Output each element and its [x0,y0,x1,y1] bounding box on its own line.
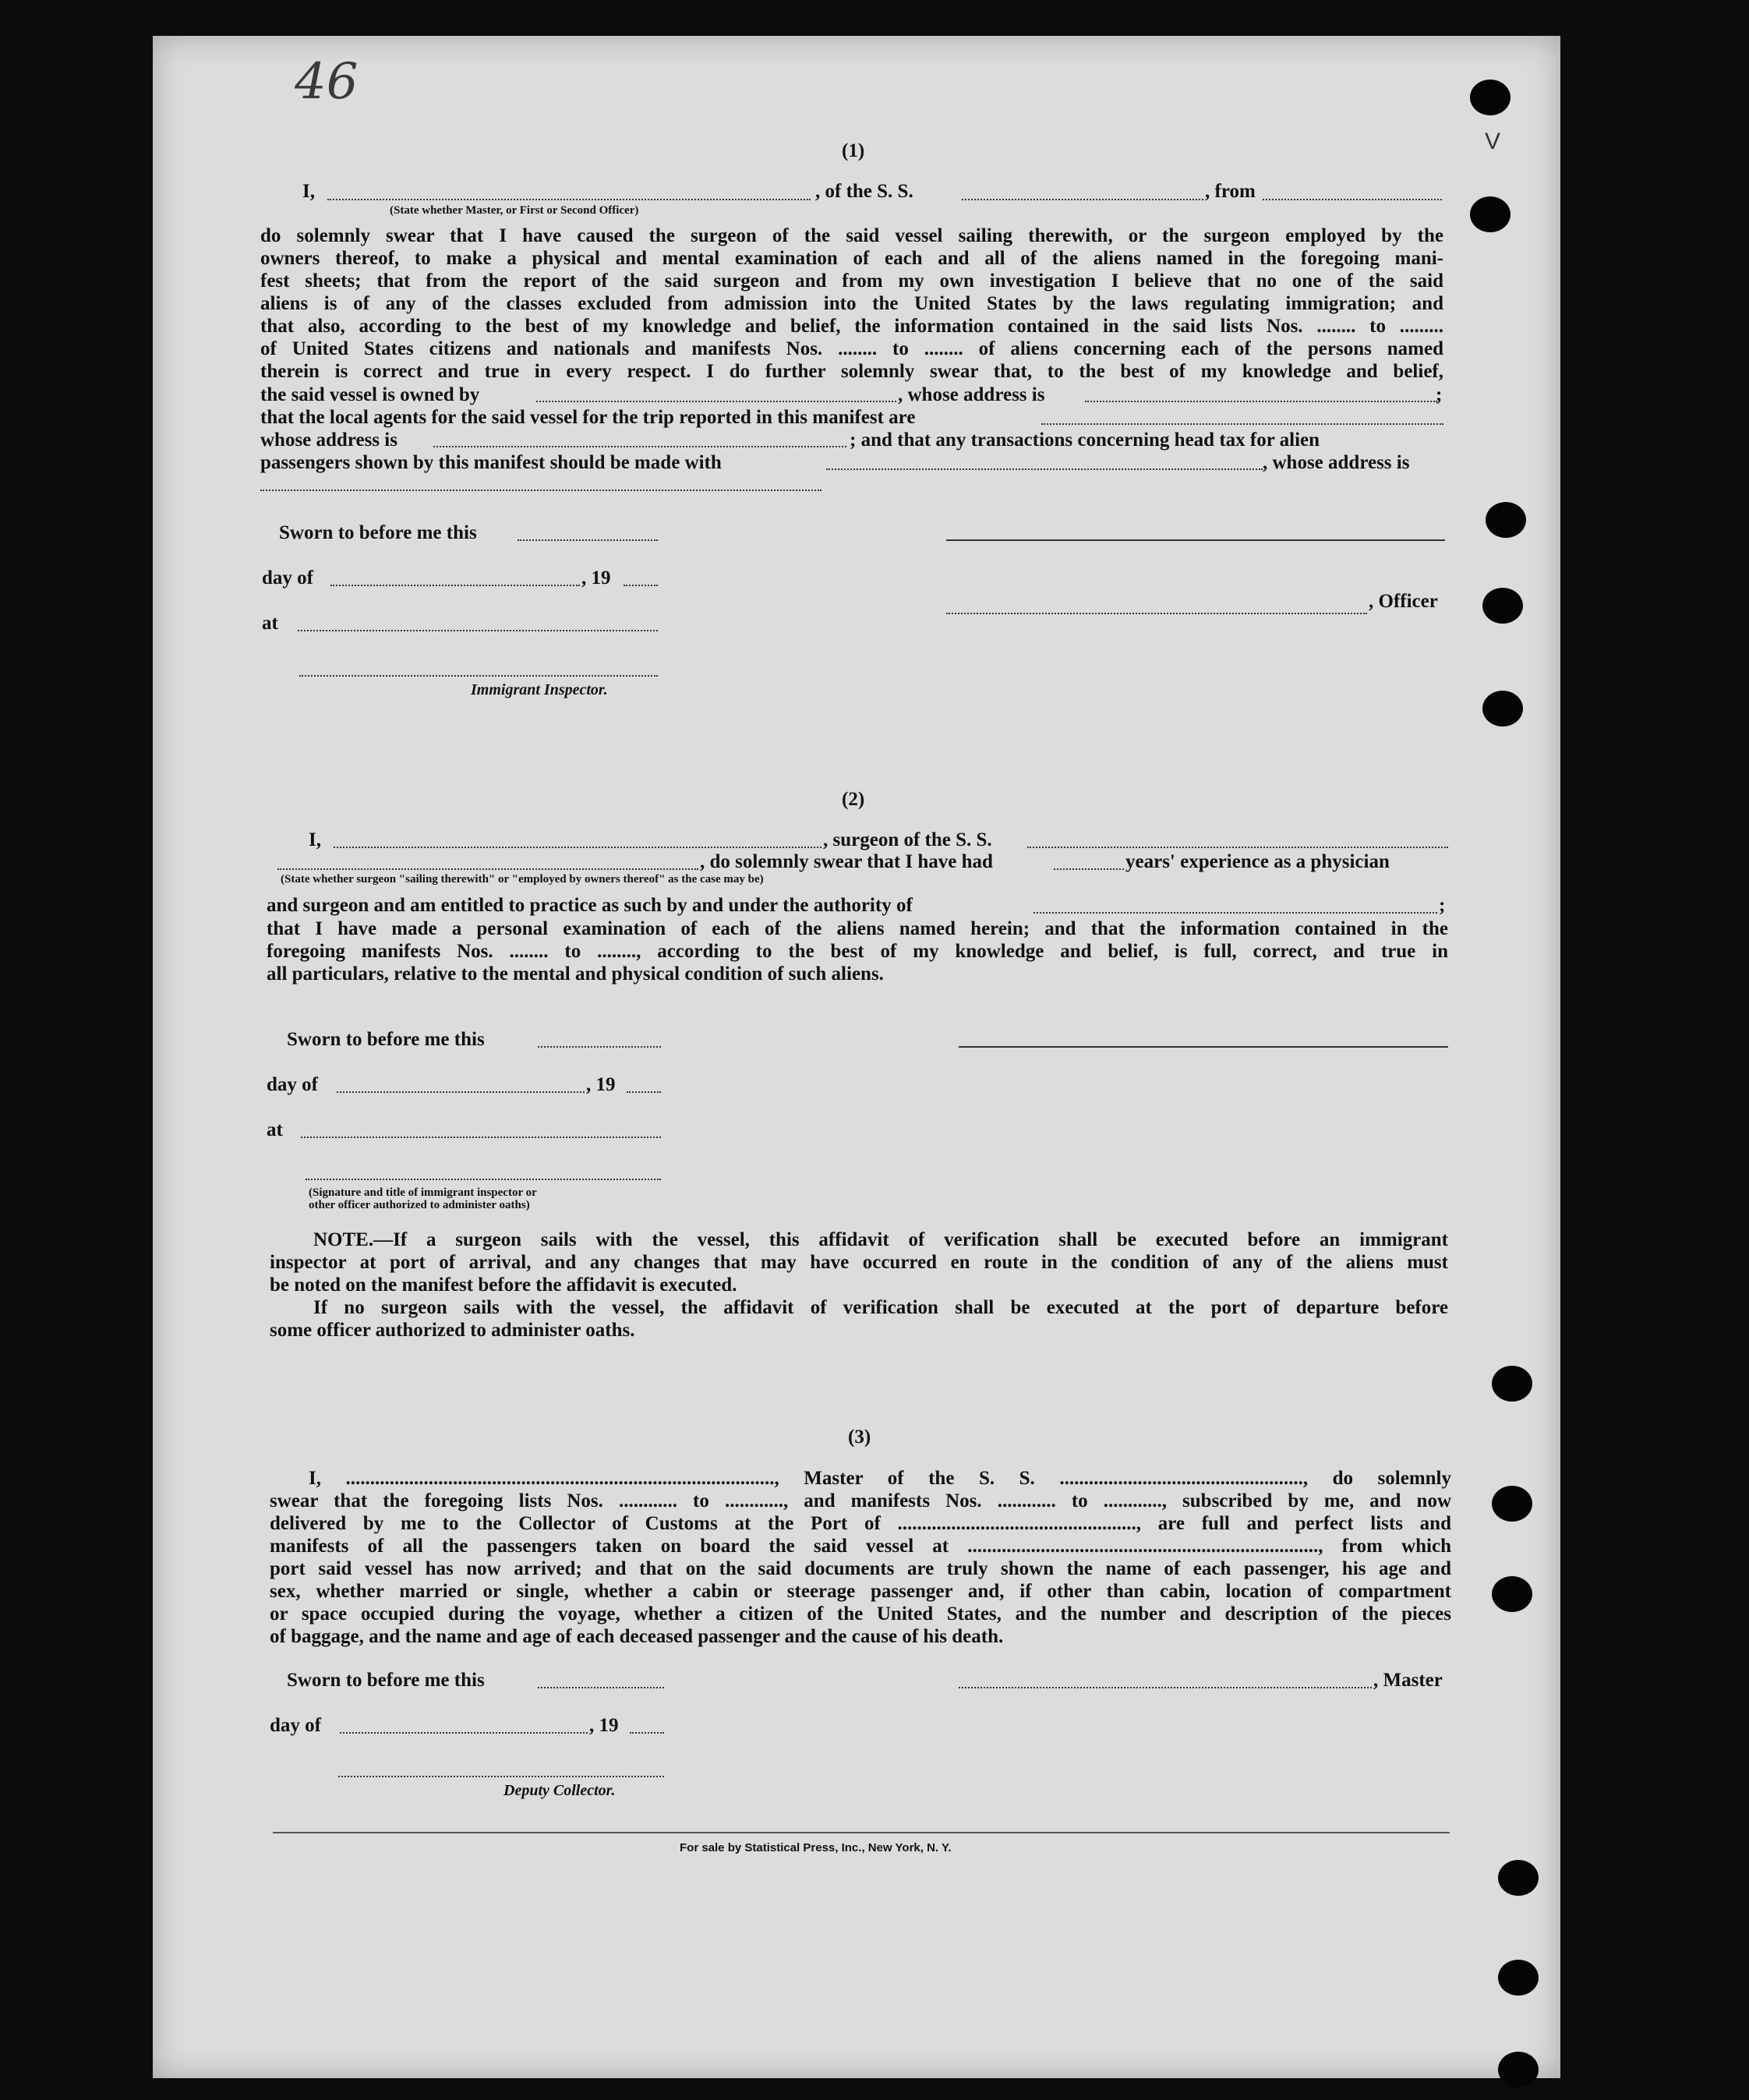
s2-years-field[interactable] [1054,868,1124,870]
s1-para-line: that also, according to the best of my knowledge and belief, the information contained in the said lists Nos. ........ to ......... [260,316,1443,337]
s1-at-field[interactable] [298,630,658,631]
s3-year-label: , 19 [589,1715,619,1736]
s2-caption: (State whether surgeon "sailing therewith" or "employed by owners thereof" as the case may be) [281,873,764,886]
s2-day-label: day of [267,1074,318,1095]
s2-note-line: some officer authorized to administer oaths. [270,1320,635,1341]
s1-para-line: aliens is of any of the classes excluded from admission into the United States by the laws regulating immigration; and [260,293,1443,314]
punch-hole [1486,502,1526,538]
s1-year-label: , 19 [581,567,611,589]
s2-at-label: at [267,1119,283,1140]
punch-hole [1482,588,1523,624]
s2-inspector-signature[interactable] [306,1179,661,1180]
s1-officer-field[interactable] [946,613,1367,614]
s2-note [270,1229,1448,1342]
s2-note-line: NOTE.—If a surgeon sails with the vessel, this affidavit of verification shall be executed before an immigrant [313,1229,1448,1250]
s2-note-line: inspector at port of arrival, and any changes that may have occurred en route in the condition of any of the aliens must [270,1252,1448,1273]
s1-head-tax-label: ; and that any transactions concerning head tax for alien [850,430,1320,451]
s3-day-label: day of [270,1715,321,1736]
s1-officer-label: , Officer [1369,591,1438,612]
s1-para-line: of United States citizens and nationals and manifests Nos. ........ to ........ of aliens concerning each of the persons named [260,338,1443,359]
s1-from-field[interactable] [1263,199,1442,200]
s1-sworn-label: Sworn to before me this [279,522,477,543]
s3-para-line: or space occupied during the voyage, whether a citizen of the United States, and the number and description of the pieces [270,1603,1451,1624]
s3-sworn-field[interactable] [538,1687,664,1688]
s1-owner-address-field[interactable] [1085,401,1437,402]
footer-printer: For sale by Statistical Press, Inc., New York, N. Y. [680,1841,952,1854]
s1-signature-line[interactable] [946,539,1445,541]
s2-line2-label-years: years' experience as a physician [1125,851,1390,872]
s3-para-line: manifests of all the passengers taken on board the said vessel at ........................................................................, from which [270,1536,1451,1557]
s1-passengers-label: passengers shown by this manifest should be made with [260,452,722,473]
punch-hole [1492,1366,1532,1402]
s1-para-line: owners thereof, to make a physical and mental examination of each and all of the aliens named in the foregoing mani- [260,248,1443,269]
s2-sig-caption-2: other officer authorized to administer oaths) [309,1199,530,1211]
s1-para-line: do solemnly swear that I have caused the surgeon of the said vessel sailing therewith, or the surgeon employed by the [260,225,1443,246]
section-2-number: (2) [842,789,865,810]
s1-owner-field[interactable] [536,401,896,402]
footer-rule [273,1832,1450,1833]
s2-authority-label: and surgeon and am entitled to practice as such by and under the authority of [267,895,913,916]
s3-para-line: swear that the foregoing lists Nos. ............ to ............, and manifests Nos. ............ to ............, subscribed by me, and now [270,1490,1451,1511]
section-1-number: (1) [842,140,865,161]
s1-at-label: at [262,613,278,634]
s1-line1-label-ss: , of the S. S. [815,181,913,202]
punch-hole [1498,1960,1539,1996]
s1-para-line: fest sheets; that from the report of the said surgeon and from my own investigation I believe that no one of the said [260,270,1443,292]
s1-agent-address-label: whose address is [260,430,398,451]
s3-para-line: sex, whether married or single, whether a cabin or steerage passenger and, if other than cabin, location of compartment [270,1581,1451,1602]
s2-line2-label: , do solemnly swear that I have had [700,851,993,872]
s2-para-line: foregoing manifests Nos. ........ to ........, according to the best of my knowledge and belief, is full, correct, and true in [267,941,1448,962]
punch-hole [1482,691,1523,727]
s2-note-line: If no surgeon sails with the vessel, the affidavit of verification shall be executed at the port of departure before [313,1297,1448,1318]
s2-para-line: all particulars, relative to the mental and physical condition of such aliens. [267,963,884,985]
s1-semicolon: ; [1436,384,1443,405]
s2-semicolon: ; [1439,895,1446,916]
s1-agents-field[interactable] [1041,423,1443,425]
s1-vessel-field[interactable] [962,199,1203,200]
s2-surgeon-role-field[interactable] [277,868,698,870]
s2-line1-label-ss: , surgeon of the S. S. [823,829,992,850]
s2-para-line: that I have made a personal examination of each of the aliens named herein; and that the information contained in the [267,918,1448,939]
punch-hole [1498,2052,1539,2088]
s1-line1-label-from: , from [1205,181,1256,202]
s3-sworn-label: Sworn to before me this [287,1670,485,1691]
s1-inspector-signature[interactable] [299,675,658,677]
s2-sworn-field[interactable] [538,1046,661,1048]
s2-signature-line[interactable] [959,1046,1448,1048]
s2-vessel-field[interactable] [1027,847,1448,848]
section-3-number: (3) [848,1427,871,1448]
s1-passengers-field[interactable] [826,468,1263,470]
s1-line1-label-i: I, [302,181,315,202]
s3-collector-signature[interactable] [338,1776,664,1777]
s3-master-label: , Master [1373,1670,1443,1691]
handwritten-number: 46 [295,53,359,111]
s1-para-line: therein is correct and true in every respect. I do further solemnly swear that, to the best of my knowledge and belief, [260,361,1443,382]
s3-para-line: I, ........................................................................................, Master of the S. S. .................................................., do solemnly [309,1468,1451,1489]
s1-day-label: day of [262,567,313,589]
margin-mark: V [1485,129,1501,154]
s1-passengers-address-field[interactable] [260,490,822,491]
s3-para-line: delivered by me to the Collector of Customs at the Port of ................................................., are full and perfect lists and [270,1513,1451,1534]
s3-day-field[interactable] [340,1732,588,1734]
s2-year-label: , 19 [586,1074,616,1095]
s1-owned-label: the said vessel is owned by [260,384,480,405]
s1-agents-label: that the local agents for the said vessel for the trip reported in this manifest are [260,407,916,428]
s2-authority-field[interactable] [1034,912,1437,914]
punch-hole [1492,1576,1532,1612]
s1-caption: (State whether Master, or First or Second Officer) [390,204,639,217]
s1-owner-address-label: , whose address is [898,384,1045,405]
s2-surgeon-name-field[interactable] [334,847,822,848]
s3-master-signature[interactable] [959,1687,1372,1688]
punch-hole [1470,80,1510,115]
s1-passengers-address-label: , whose address is [1263,452,1410,473]
s1-paragraph [260,224,1443,383]
punch-hole [1492,1486,1532,1522]
s3-para-line: port said vessel has now arrived; and that on the said documents are truly shown the name of each passenger, his age and [270,1558,1451,1579]
s1-inspector-label: Immigrant Inspector. [471,681,608,698]
s1-agent-address-field[interactable] [433,446,846,447]
s2-year-field[interactable] [627,1091,661,1093]
s2-note-line: be noted on the manifest before the affidavit is executed. [270,1274,737,1296]
punch-hole [1470,196,1510,232]
s2-day-field[interactable] [337,1091,585,1093]
s3-paragraph [270,1467,1451,1648]
s1-year-field[interactable] [624,585,658,586]
s3-para-line: of baggage, and the name and age of each deceased passenger and the cause of his death. [270,1626,1004,1647]
s2-paragraph [267,917,1448,985]
s3-collector-label: Deputy Collector. [504,1782,616,1799]
punch-hole [1498,1860,1539,1896]
s2-sworn-label: Sworn to before me this [287,1029,485,1050]
s1-master-field[interactable] [327,199,811,200]
s3-year-field[interactable] [630,1732,664,1734]
s2-line1-label-i: I, [309,829,321,850]
s2-sig-caption-1: (Signature and title of immigrant inspector or [309,1186,537,1199]
s1-sworn-field[interactable] [518,539,658,541]
s1-day-field[interactable] [330,585,580,586]
s2-at-field[interactable] [301,1137,661,1138]
